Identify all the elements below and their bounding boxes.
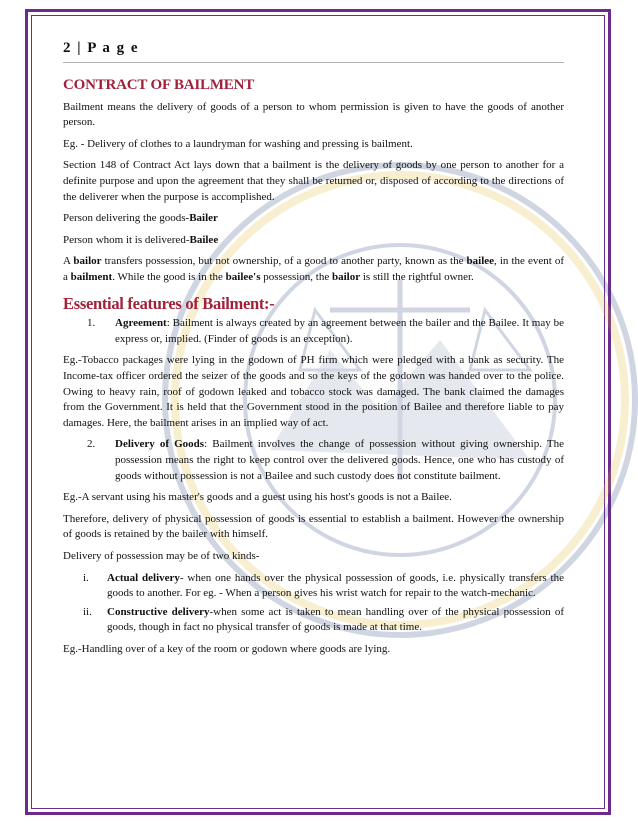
bailor-paragraph: A bailor transfers possession, but not ownership, of a good to another party, known as the bailee, in the event of a bailment. While the good is in the bailee's possession, the bailor is still the rightful owner. bbox=[63, 255, 565, 284]
agreement-example: Eg.-Tobacco packages were lying in the godown of PH firm which were pledged with a bank as security. The Income-tax officer ordered the seizer of the goods and so the keys of the godown was handed over to the police. Owing to heavy rain, roof of godown leaked and tobacco stock was damaged. The bank claimed the damages from the Government. It is held that the Government stood in the position of Bailee and therefore liable to pay damages. Here, the bailment arises in an implied way of act. bbox=[63, 354, 564, 429]
delivery-example: Eg.-A servant using his master's goods and a guest using his host's goods is not a Bailee. bbox=[63, 491, 452, 504]
list-item-delivery-of-goods: 2. Delivery of Goods: Bailment involves the change of possession without giving ownership. The possession means the right to keep control over the delivered goods. Hence, one who has custody of goods without possession is not a Bailee and such custody does not constitute bailment. bbox=[87, 438, 564, 482]
page-header: 2 | P a g e bbox=[63, 38, 564, 63]
section-title-contract-of-bailment: CONTRACT OF BAILMENT bbox=[63, 77, 255, 94]
bailee-definition: Person whom it is delivered-Bailee bbox=[63, 233, 219, 246]
section-148-paragraph: Section 148 of Contract Act lays down that a bailment is the delivery of goods by one person to another for a definite purpose and upon the agreement that they shall be returned or, disposed of according to the directions of the deliverer when the purpose is accomplished. bbox=[63, 159, 564, 203]
list-item-actual-delivery: i. Actual delivery- when one hands over the physical possession of goods, i.e. physically transfers the goods to another. For eg. - When a person gives his wrist watch for repair to the watch-mechanic. bbox=[83, 571, 564, 600]
bailment-definition: Bailment means the delivery of goods of a person to whom permission is given to have the goods of another person. bbox=[63, 100, 564, 129]
kinds-intro: Delivery of possession may be of two kinds- bbox=[63, 550, 260, 563]
bailer-definition: Person delivering the goods-Bailer bbox=[63, 212, 218, 225]
page-content bbox=[63, 38, 564, 664]
bailment-example: Eg. - Delivery of clothes to a laundryman for washing and pressing is bailment. bbox=[63, 137, 413, 150]
section-title-essential-features: Essential features of Bailment:- bbox=[63, 293, 275, 313]
therefore-paragraph: Therefore, delivery of physical possession of goods is essential to establish a bailment. However the ownership of goods is retained by the bailer with himself. bbox=[63, 512, 564, 541]
list-item-agreement: 1. Agreement: Bailment is always created by an agreement between the bailer and the Bailee. It may be express or, implied. (Finder of goods is an exception). bbox=[87, 317, 564, 345]
list-item-constructive-delivery: ii. Constructive delivery-when some act is taken to mean handling over of the physical possession of goods, though in fact no physical transfer of goods is made at that time. bbox=[83, 605, 564, 634]
final-example: Eg.-Handling over of a key of the room or godown where goods are lying. bbox=[63, 643, 391, 656]
